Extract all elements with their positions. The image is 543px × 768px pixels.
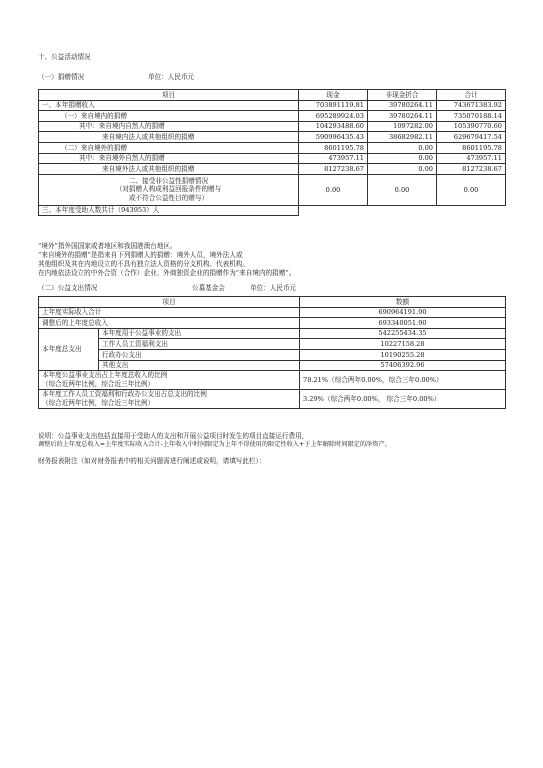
adjusted-income-value: 693340051.90 [300, 318, 506, 329]
table-header-row [39, 297, 506, 308]
ratio1-label [39, 371, 300, 390]
row-label: 一、本年捐赠收入 [39, 100, 299, 111]
adjusted-income-label: 调整后的上年度总收入 [39, 318, 300, 329]
nonpublic-label-line1: 二、接受非公益性捐赠情况 [128, 176, 209, 185]
row-total: 473957.11 [437, 153, 506, 164]
expense-item-value: 542255434.35 [300, 328, 506, 339]
table-row [39, 164, 506, 175]
table-row [39, 121, 506, 132]
table-row [39, 100, 506, 111]
expenditure-subtitle: （二）公益支出情况 [38, 284, 98, 292]
row-total: 105390770.60 [437, 121, 506, 132]
row-noncash: 0.00 [368, 153, 437, 164]
row-label: 来自境内法人或其他组织的捐赠 [39, 132, 299, 143]
table-row [39, 111, 506, 122]
row-noncash: 39780264.11 [368, 111, 437, 122]
note-line: 在内地依法设立的中外合资（合作）企业、外商独资企业的捐赠作为“来自境内的捐赠”。 [38, 269, 296, 277]
header-cash: 现金 [299, 90, 368, 101]
table-row [39, 339, 506, 350]
nonpublic-label-line3: 或不符合公益性目的赠与） [128, 194, 209, 203]
actual-income-value: 690964191.90 [300, 307, 506, 318]
expenditure-org-type: 公募基金会 [192, 284, 225, 292]
header-total: 合计 [437, 90, 506, 101]
table-header-row [39, 90, 506, 101]
table-row-beneficiaries [39, 205, 506, 216]
table-row [39, 318, 506, 329]
row-cash: 8601195.78 [299, 142, 368, 153]
row-cash: 473957.11 [299, 153, 368, 164]
ratio1-value: 78.21%（综合两年0.00%，综合三年0.00%） [300, 371, 506, 390]
table-row [39, 153, 506, 164]
table-row-nonpublic [39, 174, 506, 205]
expense-item-value: 10190255.28 [300, 349, 506, 360]
table-row [39, 371, 506, 390]
donation-subtitle: （一）捐赠情况 [38, 73, 85, 81]
expense-item-value: 10227158.28 [300, 339, 506, 350]
row-cash: 590996435.43 [299, 132, 368, 143]
header-amount: 数额 [300, 297, 506, 308]
header-item: 项目 [39, 297, 300, 308]
ratio2-label-line1: 本年度工作人员工资福利和行政办公支出占总支出的比例 [42, 390, 207, 399]
note-line: 其他组织及其在内地设立的不具有独立法人资格的分支机构、代表机构。 [38, 260, 249, 268]
table-row [39, 360, 506, 371]
actual-income-label: 上年度实际收入合计 [39, 307, 300, 318]
row-noncash: 0.00 [368, 164, 437, 175]
ratio1-label-line2: （综合近两年比例，综合近三年比例） [42, 380, 155, 389]
note-line: “来自境外的捐赠”是指来自下列捐赠人的捐赠：境外人员，境外法人或 [38, 251, 243, 259]
header-item: 项目 [39, 90, 299, 101]
nonpublic-label-line2: （对捐赠人构成利益回报条件的赠与 [115, 185, 222, 194]
expense-item-label: 本年度用于公益事业的支出 [99, 328, 300, 339]
row-noncash: 38682982.11 [368, 132, 437, 143]
donation-unit: 单位：人民币元 [148, 73, 195, 81]
table-row [39, 349, 506, 360]
ratio2-value: 3.29%（综合两年0.00%， 综合三年0.00%） [300, 390, 506, 409]
row-noncash: 39780264.11 [368, 100, 437, 111]
total-expense-label: 本年度总支出 [39, 328, 99, 370]
row-total: 8127238.67 [437, 164, 506, 175]
row-label: （一）来自境内的捐赠 [39, 111, 299, 122]
explanation-line: 调整后的上年度总收入=上年度实际收入合计-上年收入中时间限定为上年不得使用的限定性收入+于上年解除时间限定的净资产。 [38, 441, 391, 448]
row-cash: 703891119.81 [299, 100, 368, 111]
row-total: 743671383.92 [437, 100, 506, 111]
row-cash: 8127238.67 [299, 164, 368, 175]
row-noncash: 1097282.00 [368, 121, 437, 132]
nonpublic-cash: 0.00 [299, 174, 368, 205]
expense-item-label: 其他支出 [99, 360, 300, 371]
donation-table [38, 89, 506, 216]
explanation-line: 说明：公益事业支出包括直接用于受助人的支出和开展公益项目时发生的项目直接运行费用， [38, 432, 309, 440]
row-noncash: 0.00 [368, 142, 437, 153]
table-row [39, 132, 506, 143]
ratio2-label [39, 390, 300, 409]
expenditure-table [38, 296, 506, 409]
nonpublic-noncash: 0.00 [368, 174, 437, 205]
beneficiaries-empty [299, 205, 506, 216]
beneficiaries-count: 三、本年度受助人数共计（943953）人 [39, 205, 299, 216]
row-cash: 104293488.60 [299, 121, 368, 132]
row-label: 来自境外法人或其他组织的捐赠 [39, 164, 299, 175]
header-noncash: 非现金折合 [368, 90, 437, 101]
row-total: 629679417.54 [437, 132, 506, 143]
ratio1-label-line1: 本年度公益事业支出占上年度总收入的比例 [42, 371, 168, 380]
row-total: 8601195.78 [437, 142, 506, 153]
row-label: （二）来自境外的捐赠 [39, 142, 299, 153]
note-line: “境外”指外国国家或者地区和我国港澳台地区。 [38, 242, 177, 250]
ratio2-label-line2: （综合近两年比例，综合近三年比例） [42, 399, 155, 408]
row-cash: 695289924.03 [299, 111, 368, 122]
expenditure-unit: 单位：人民币元 [250, 284, 297, 292]
expense-item-label: 工作人员工资福利支出 [99, 339, 300, 350]
table-row [39, 328, 506, 339]
expense-item-label: 行政办公支出 [99, 349, 300, 360]
row-label: 其中：来自境外自然人的捐赠 [39, 153, 299, 164]
section-title: 十、公益活动情况 [38, 53, 91, 61]
table-row [39, 142, 506, 153]
table-row [39, 390, 506, 409]
nonpublic-label [39, 174, 299, 205]
financial-statement-note: 财务报表附注（如对财务报表中的相关问题需进行阐述或说明，请填写此栏）： [38, 457, 266, 465]
row-total: 735070188.14 [437, 111, 506, 122]
nonpublic-total: 0.00 [437, 174, 506, 205]
row-label: 其中：来自境内自然人的捐赠 [39, 121, 299, 132]
table-row [39, 307, 506, 318]
expense-item-value: 57406392.96 [300, 360, 506, 371]
